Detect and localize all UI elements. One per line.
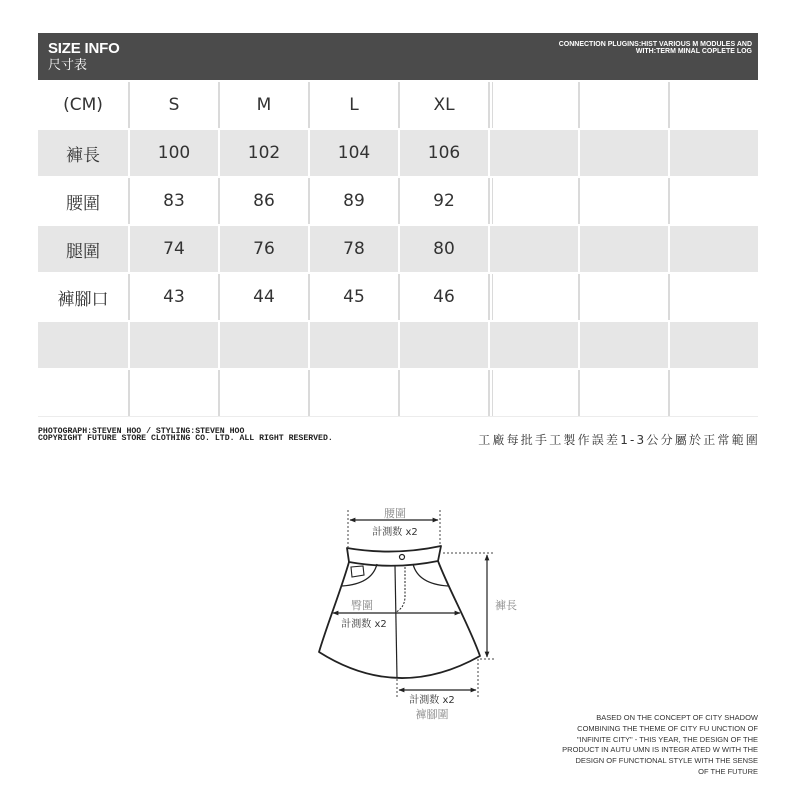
size-header-cell: L	[310, 82, 398, 128]
header-note-line: CONNECTION PLUGINS:HIST VARIOUS M MODULES AND	[558, 41, 752, 48]
unit-header-cell: (CM)	[38, 82, 128, 128]
empty-cell	[220, 370, 308, 416]
empty-cell	[130, 322, 218, 368]
size-table-row	[38, 226, 758, 272]
header-note-line: WITH:TERM MINAL COPLETE LOG	[635, 48, 752, 55]
empty-cell	[670, 274, 758, 320]
empty-cell	[670, 82, 758, 128]
empty-cell	[310, 370, 398, 416]
empty-cell	[490, 178, 578, 224]
empty-cell	[670, 226, 758, 272]
credit-line: PHOTOGRAPH:STEVEN HOO / STYLING:STEVEN HOO	[38, 427, 245, 436]
credit-line: COPYRIGHT FUTURE STORE CLOTHING CO. LTD. ALL RIGHT RESERVED.	[38, 434, 333, 443]
measurement-value: 76	[220, 226, 308, 272]
waist-label: 腰圍	[384, 507, 406, 520]
measurement-value: 89	[310, 178, 398, 224]
concept-line: BASED ON THE CONCEPT OF CITY SHADOW	[596, 713, 758, 722]
empty-cell	[580, 178, 668, 224]
measurement-value: 74	[130, 226, 218, 272]
size-table-header-row	[38, 82, 758, 128]
size-header-cell: XL	[400, 82, 488, 128]
empty-cell	[310, 322, 398, 368]
measurement-value: 102	[220, 130, 308, 176]
measurement-value: 46	[400, 274, 488, 320]
empty-cell	[580, 274, 668, 320]
size-table-empty-row	[38, 322, 758, 368]
page-title: SIZE INFO	[48, 40, 120, 57]
empty-cell	[130, 370, 218, 416]
empty-cell	[490, 226, 578, 272]
empty-cell	[38, 370, 128, 416]
empty-cell	[580, 226, 668, 272]
empty-cell	[580, 322, 668, 368]
size-table-row	[38, 274, 758, 320]
measurement-label: 腰圍	[38, 178, 128, 224]
empty-cell	[670, 370, 758, 416]
measurement-value: 106	[400, 130, 488, 176]
empty-cell	[400, 370, 488, 416]
concept-line: DESIGN OF FUNCTIONAL STYLE WITH THE SENSE	[575, 756, 758, 766]
hip-note: 計測数 x2	[341, 619, 387, 630]
concept-line: PRODUCT IN AUTU UMN IS INTEGR ATED W WITH THE	[562, 745, 758, 755]
measurement-value: 83	[130, 178, 218, 224]
measurement-value: 100	[130, 130, 218, 176]
tolerance-note: 工廠每批手工製作誤差1-3公分屬於正常範圍	[478, 433, 760, 447]
empty-cell	[580, 130, 668, 176]
concept-line: "INFINITE CITY" - THIS YEAR, THE DESIGN OF THE	[576, 734, 758, 744]
measurement-value: 92	[400, 178, 488, 224]
empty-cell	[490, 82, 578, 128]
size-table	[38, 80, 758, 417]
measurement-value: 80	[400, 226, 488, 272]
hem-label: 褲腳圍	[415, 708, 449, 721]
empty-cell	[490, 370, 578, 416]
skirt-measurement-diagram	[300, 490, 540, 730]
empty-cell	[490, 322, 578, 368]
page-subtitle: 尺寸表	[48, 58, 88, 73]
waist-note: 計測数 x2	[372, 527, 418, 538]
size-header-cell: M	[220, 82, 308, 128]
measurement-value: 45	[310, 274, 398, 320]
measurement-label: 褲長	[38, 130, 128, 176]
measurement-value: 86	[220, 178, 308, 224]
measurement-value: 43	[130, 274, 218, 320]
button-icon	[400, 555, 405, 560]
concept-line: COMBINING THE THEME OF CITY FU UNCTION OF	[577, 723, 758, 733]
size-table-row	[38, 178, 758, 224]
measurement-label: 腿圍	[38, 226, 128, 272]
hip-label: 臀圍	[351, 599, 373, 612]
measurement-value: 78	[310, 226, 398, 272]
measurement-value: 104	[310, 130, 398, 176]
size-info-header	[38, 33, 758, 80]
header-note	[559, 41, 752, 55]
empty-cell	[38, 322, 128, 368]
measurement-label: 褲腳口	[38, 274, 128, 320]
concept-description	[562, 713, 758, 778]
size-table-empty-row	[38, 370, 758, 416]
empty-cell	[490, 130, 578, 176]
photo-credits	[38, 428, 333, 442]
empty-cell	[580, 370, 668, 416]
skirt-waistband	[347, 546, 441, 566]
empty-cell	[670, 178, 758, 224]
concept-line: OF THE FUTURE	[698, 766, 758, 776]
empty-cell	[670, 322, 758, 368]
size-header-cell: S	[130, 82, 218, 128]
measurement-value: 44	[220, 274, 308, 320]
size-table-row	[38, 130, 758, 176]
empty-cell	[670, 130, 758, 176]
length-label: 褲長	[495, 599, 517, 612]
empty-cell	[220, 322, 308, 368]
coin-pocket	[351, 566, 364, 577]
empty-cell	[400, 322, 488, 368]
empty-cell	[490, 274, 578, 320]
empty-cell	[580, 82, 668, 128]
hem-note: 計測数 x2	[409, 695, 455, 706]
